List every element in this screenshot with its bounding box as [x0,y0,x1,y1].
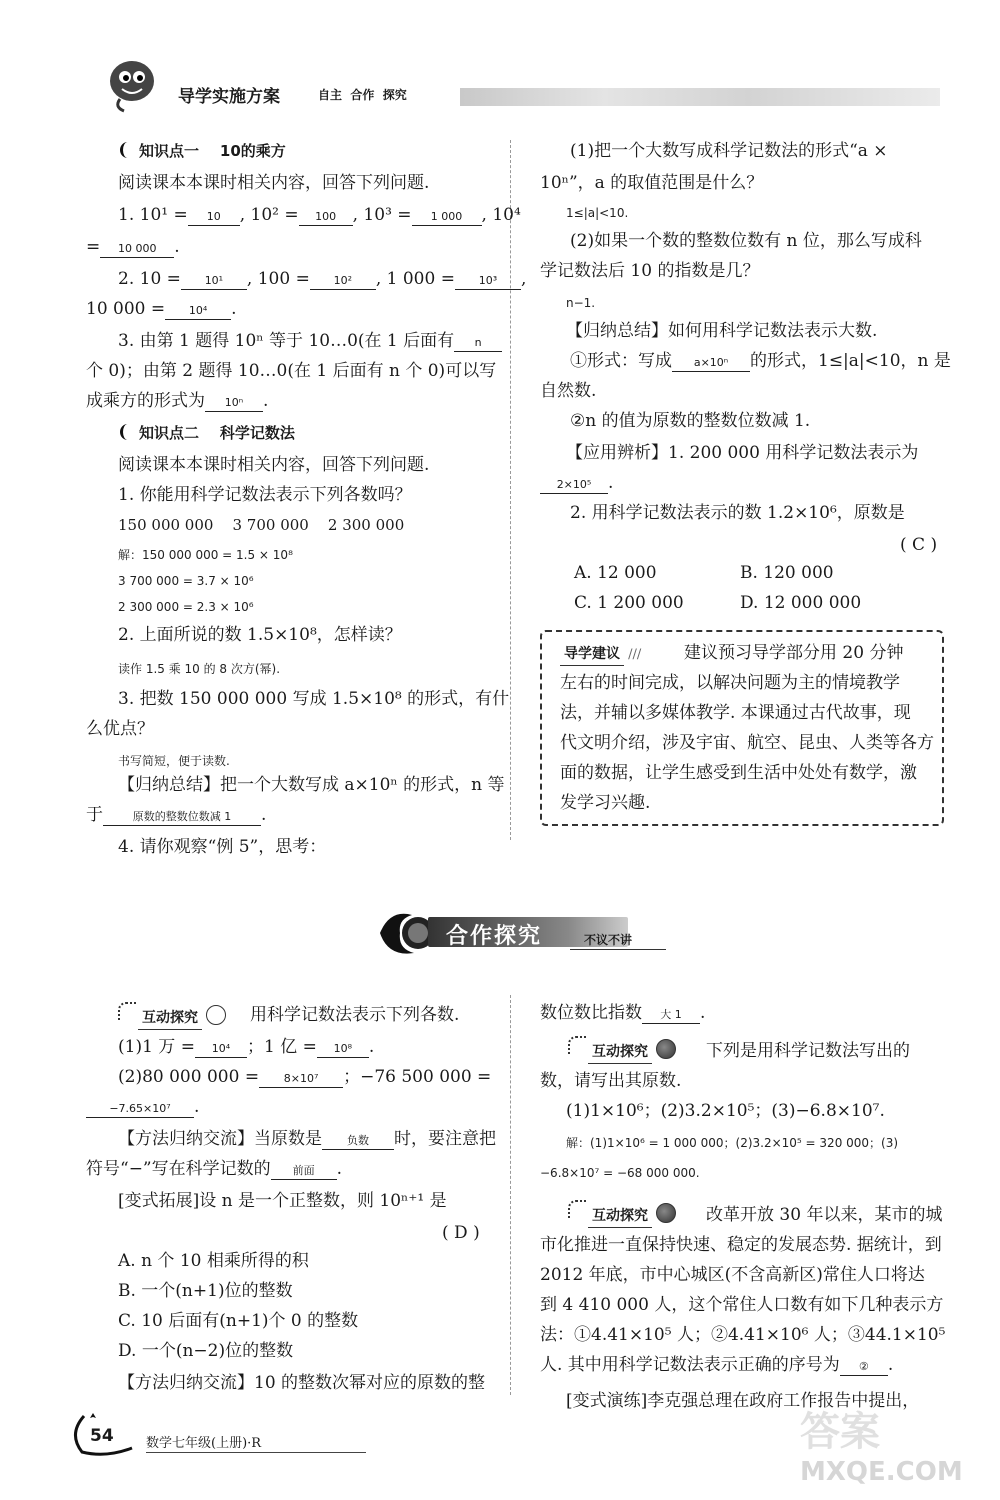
question-3: 3. 由第 1 题得 10ⁿ 等于 10…0(在 1 后面有 n [118,330,502,352]
variant-extension: [变式拓展]设 n 是一个正整数，则 10ⁿ⁺¹ 是 [118,1191,447,1211]
interactive-inquiry-2-solution-2: −6.8×10⁷ = −68 000 000. [540,1166,700,1180]
right-question-2-line-2: 学记数法后 10 的指数是几？ [540,261,760,281]
interactive-inquiry-2: 互动探究 [568,1036,676,1064]
option-a: A. 12 000 [574,563,657,583]
header-decoration [460,88,940,106]
problem-1-solution-1: 解：150 000 000 = 1.5 × 10⁸ [118,548,293,562]
circle-icon [206,1005,226,1025]
variant-option-a: A. n 个 10 相乘所得的积 [118,1251,309,1271]
problem-1-solution-2: 3 700 000 = 3.7 × 10⁶ [118,574,254,588]
moon-icon [120,142,135,158]
circle-icon [656,1039,676,1059]
application-1-answer: 2×10⁵ . [540,472,613,494]
application-2-answer: ( C ) [900,535,938,555]
problem-3-answer: 书写简短，便于读数. [118,754,230,768]
variant-option-c: C. 10 后面有(n+1)个 0 的整数 [118,1311,359,1331]
interactive-inquiry-2-solution-1: 解：(1)1×10⁶ = 1 000 000；(2)3.2×10⁵ = 320 000；(3) [566,1136,899,1150]
column-divider-bottom [510,995,511,1395]
application-1: 【应用辨析】1. 200 000 用科学记数法表示为 [566,443,919,463]
page-header-title: 导学实施方案 [178,87,280,107]
interactive-inquiry-3: 互动探究 [568,1200,676,1228]
watermark-logo-icon: 答案 [800,1409,880,1455]
problem-2: 2. 上面所说的数 1.5×10⁸，怎样读？ [118,625,402,645]
read-instruction-1: 阅读课本本课时相关内容，回答下列问题. [118,173,430,193]
banner-subtitle: 不议不讲 [584,933,633,947]
knowledge-point-2: 知识点二 科学记数法 [120,422,295,444]
page-number: 54 [90,1426,114,1446]
method-summary-1: 【方法归纳交流】当原数是 负数 时，要注意把 [118,1129,496,1149]
interactive-inquiry-3-line-6: 人. 其中用科学记数法表示正确的序号为 ② . [540,1355,894,1375]
interactive-inquiry-2-text: 下列是用科学记数法写出的 [706,1041,910,1061]
option-b: B. 120 000 [740,563,834,583]
interactive-inquiry-3-line-2: 市化推进一直保持快速、稳定的发展态势. 据统计，到 [540,1235,942,1255]
summary-line-2: 于 原数的整数位数减 1 . [86,805,267,825]
right-question-1: (1)把一个大数写成科学记数法的形式“a × [570,141,888,161]
exercise-1: (1)1 万 = 10⁴ ；1 亿 = 10⁸ . [118,1037,375,1057]
dots-icon [568,1036,586,1054]
variant-option-b: B. 一个(n+1)位的整数 [118,1281,293,1301]
banner-title: 合作探究 [446,924,543,949]
right-question-2: (2)如果一个数的整数位数有 n 位，那么写成科 [570,231,922,251]
interactive-inquiry-2-line-2: 数，请写出其原数. [540,1071,682,1091]
right-summary-1: ①形式：写成 a×10ⁿ 的形式，1≤|a|<10，n 是 [570,351,951,371]
moon-icon [120,424,135,440]
application-2: 2. 用科学记数法表示的数 1.2×10⁶，原数是 [570,503,905,523]
exercise-2-cont: −7.65×10⁷ . [86,1096,199,1118]
method-summary-2: 【方法归纳交流】10 的整数次幂对应的原数的整 [118,1373,486,1393]
watermark-text: MXQE.COM [800,1457,963,1487]
problem-2-answer: 读作 1.5 乘 10 的 8 次方(幂). [118,662,281,676]
continuation-line: 数位数比指数 大 1 . [540,1003,706,1023]
interactive-inquiry-3-line-5: 法：①4.41×10⁵ 人；②4.41×10⁶ 人；③44.1×10⁵ [540,1325,946,1345]
teaching-tip-label: 导学建议 /// [560,642,641,666]
question-3-line-2: 个 0)；由第 2 题得 10…0(在 1 后面有 n 个 0)可以写 [86,361,497,381]
footer-line [146,1452,366,1453]
option-d: D. 12 000 000 [740,593,862,613]
variant-practice: [变式演练]李克强总理在政府工作报告中提出， [566,1391,920,1411]
problem-4: 4. 请你观察“例 5”，思考： [118,837,327,857]
circle-icon [656,1203,676,1223]
interactive-inquiry-3-line-3: 2012 年底，市中心城区(不含高新区)常住人口将达 [540,1265,925,1285]
question-1: 1. 10¹ = 10 , 10² = 100 , 10³ = 1 000 , 10⁴ [118,205,521,225]
watermark [800,1400,970,1490]
interactive-inquiry-2-line-3: (1)1×10⁶；(2)3.2×10⁵；(3)−6.8×10⁷. [566,1101,885,1121]
option-c: C. 1 200 000 [574,593,684,613]
teaching-tip-line-3: 法，并辅以多媒体教学. 本课通过古代故事，现 [560,703,911,723]
page-header-subtitle: 自主 合作 探究 [318,88,407,102]
teaching-tip-line-5: 面的数据，让学生感受到生活中处处有数学，激 [560,763,917,783]
summary: 【归纳总结】把一个大数写成 a×10ⁿ 的形式，n 等 [118,775,505,795]
page-number-badge [66,1412,136,1456]
book-title: 数学七年级(上册)·R [146,1436,262,1451]
interactive-inquiry-3-text: 改革开放 30 年以来，某市的城 [706,1205,943,1225]
question-1-cont: = 10 000 . [86,237,180,257]
banner-underline [570,949,666,950]
question-3-line-3: 成乘方的形式为 10ⁿ . [86,391,269,411]
interactive-inquiry-1: 互动探究 [118,1002,226,1030]
problem-1: 1. 你能用科学记数法表示下列各数吗？ [118,485,412,505]
teaching-tip-line-1: 建议预习导学部分用 20 分钟 [684,643,904,663]
read-instruction-2: 阅读课本本课时相关内容，回答下列问题. [118,455,430,475]
section-banner [370,905,670,961]
interactive-inquiry-1-text: 用科学记数法表示下列各数. [250,1005,460,1025]
right-question-1-line-2: 10ⁿ”，a 的取值范围是什么？ [540,173,764,193]
problem-1-solution-3: 2 300 000 = 2.3 × 10⁶ [118,600,254,614]
knowledge-point-1: 知识点一 10的乘方 [120,140,286,162]
right-question-1-answer: 1≤|a|<10. [566,206,629,220]
teaching-tip-line-4: 代文明介绍，涉及宇宙、航空、昆虫、人类等各方 [560,733,934,753]
problem-1-numbers: 150 000 000 3 700 000 2 300 000 [118,516,405,534]
right-question-2-answer: n−1. [566,296,596,310]
dots-icon [118,1002,136,1020]
interactive-inquiry-3-line-4: 到 4 410 000 人，这个常住人口数有如下几种表示方 [540,1295,944,1315]
variant-extension-answer: ( D ) [442,1223,480,1243]
question-2: 2. 10 = 10¹ , 100 = 10² , 1 000 = 10³ , [118,269,527,289]
right-summary-2: ②n 的值为原数的整数位数减 1. [570,411,811,431]
right-summary-title: 【归纳总结】如何用科学记数法表示大数. [566,321,878,341]
dots-icon [568,1200,586,1218]
exercise-2: (2)80 000 000 = 8×10⁷ ；−76 500 000 = [118,1067,492,1087]
problem-3: 3. 把数 150 000 000 写成 1.5×10⁸ 的形式，有什 [118,689,510,709]
teaching-tip-line-2: 左右的时间完成，以解决问题为主的情境教学 [560,673,900,693]
problem-3-line-2: 么优点？ [86,719,154,739]
column-divider [510,140,511,840]
question-2-cont: 10 000 = 10⁴ . [86,299,237,319]
variant-option-d: D. 一个(n−2)位的整数 [118,1341,294,1361]
right-summary-1-cont: 自然数. [540,381,597,401]
mascot-icon [100,55,160,115]
teaching-tip-line-6: 发学习兴趣. [560,793,651,813]
method-summary-1-cont: 符号“−”写在科学记数的 前面 . [86,1159,343,1179]
